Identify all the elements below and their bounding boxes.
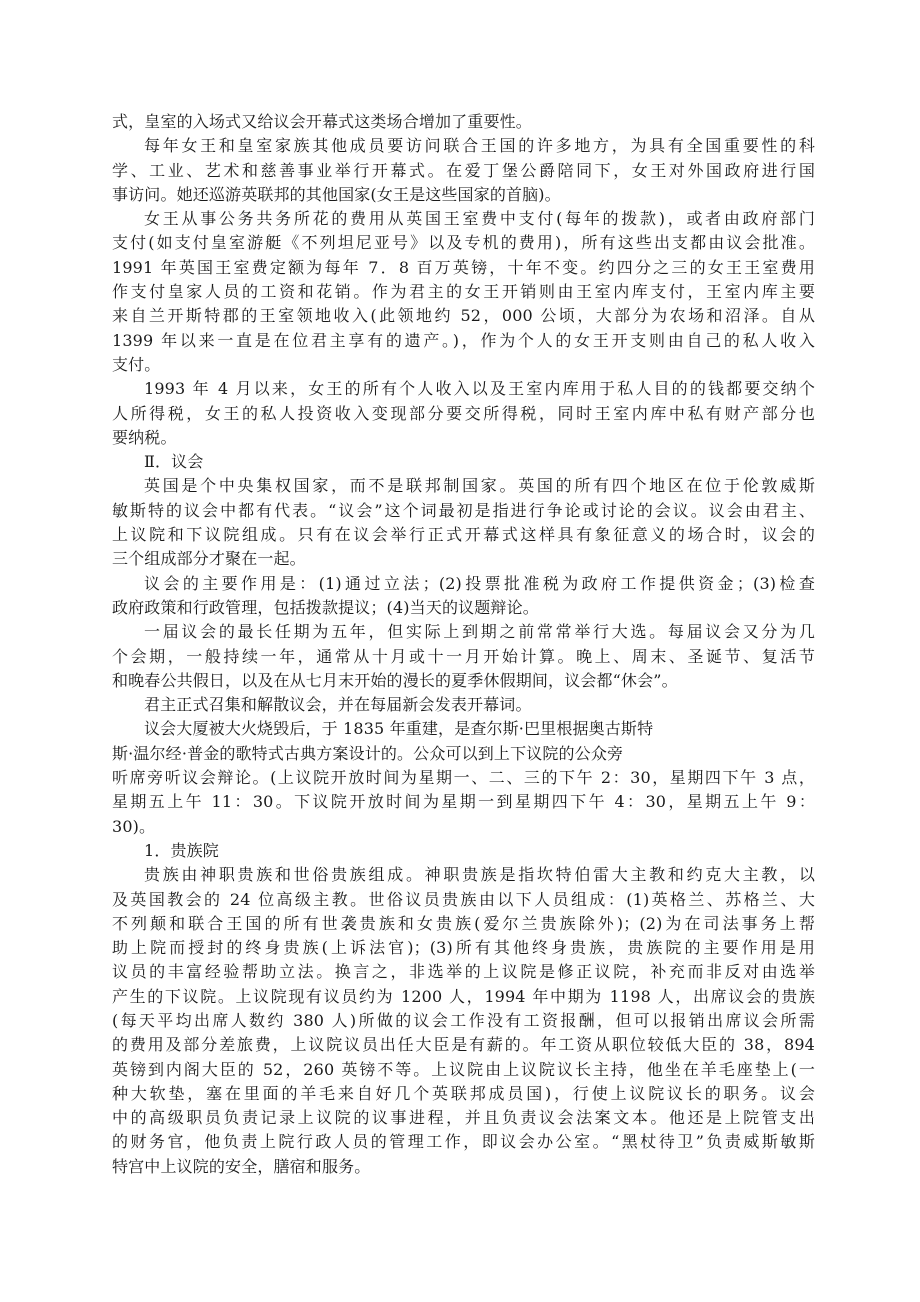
text-line: 支付。 (112, 354, 161, 374)
text-line: 议会的主要作用是：(1)通过立法；(2)投票批准税为政府工作提供资金；(3)检查 (144, 573, 815, 593)
text-line: 1991 年英国王室费定额为每年 7．8 百万英镑，十年不变。约四分之三的女王王室费用 (112, 257, 815, 277)
text-line: 听席旁听议会辩论。(上议院开放时间为星期一、二、三的下午 2：30，星期四下午 3 点， (112, 768, 815, 788)
text-line: 中的高级职员负责记录上议院的议事进程，并且负责议会法案文本。他还是上院管支出 (112, 1108, 815, 1128)
section-heading: 1．贵族院 (144, 840, 219, 860)
text-line: 特宫中上议院的安全，膳宿和服务。 (112, 1156, 371, 1176)
text-line: 和晚春公共假日，以及在从七月末开始的漫长的夏季休假期间，议会都“休会”。 (112, 670, 678, 690)
text-line: 式，皇室的入场式又给议会开幕式这类场合增加了重要性。 (112, 112, 532, 131)
text-line: 贵族由神职贵族和世俗贵族组成。神职贵族是指坎特伯雷大主教和约克大主教，以 (144, 865, 815, 885)
text-line: 一届议会的最长任期为五年，但实际上到期之前常常举行大选。每届议会又分为几 (144, 622, 815, 642)
text-line: 议会大厦被大火烧毁后，于 1835 年重建，是查尔斯·巴里根据奥古斯特 (144, 719, 654, 739)
text-line: 的费用及部分差旅费，上议院议员出任大臣是有薪的。年工资从职位较低大臣的 38，894 (112, 1035, 815, 1055)
text-line: 1399 年以来一直是在位君主享有的遗产。)，作为个人的女王开支则由自己的私人收入 (112, 330, 815, 350)
text-line: 斯·温尔经·普金的歌特式古典方案设计的。公众可以到上下议院的公众旁 (112, 743, 624, 763)
text-line: 要纳税。 (112, 427, 177, 447)
text-line: 上议院和下议院组成。只有在议会举行正式开幕式这样具有象征意义的场合时，议会的 (112, 525, 815, 545)
text-line: 三个组成部分才聚在一起。 (112, 549, 306, 569)
text-line: 支付(如支付皇室游艇《不列坦尼亚号》以及专机的费用)，所有这些出支都由议会批准。 (112, 233, 815, 253)
text-line: 每年女王和皇室家族其他成员要访问联合王国的许多地方，为具有全国重要性的科 (144, 136, 815, 156)
text-line: 及英国教会的 24 位高级主教。世俗议员贵族由以下人员组成：(1)英格兰、苏格兰、大 (112, 889, 815, 909)
text-line: 事访问。她还巡游英联邦的其他国家(女王是这些国家的首脑)。 (112, 184, 561, 204)
text-line: 英国是个中央集权国家，而不是联邦制国家。英国的所有四个地区在位于伦敦威斯 (144, 476, 815, 496)
text-line: 君主正式召集和解散议会，并在每届新会发表开幕词。 (144, 695, 532, 715)
text-line: 女王从事公务共务所花的费用从英国王室费中支付(每年的拨款)，或者由政府部门 (144, 209, 815, 229)
text-line: 议员的丰富经验帮助立法。换言之，非选举的上议院是修正议院，补充而非反对由选举 (112, 962, 815, 982)
text-line: 种大软垫，塞在里面的羊毛来自好几个英联邦成员国)，行使上议院议长的职务。议会 (112, 1083, 815, 1103)
section-heading: Ⅱ．议会 (144, 452, 204, 472)
text-line: 个会期，一般持续一年，通常从十月或十一月开始计算。晚上、周末、圣诞节、复活节 (112, 646, 815, 666)
text-line: (每天平均出席人数约 380 人)所做的议会工作没有工资报酬，但可以报销出席议会所需 (112, 1010, 815, 1030)
text-line: 人所得税，女王的私人投资收入变现部分要交所得税，同时王室内库中私有财产部分也 (112, 403, 815, 423)
text-line: 助上院而授封的终身贵族(上诉法官)；(3)所有其他终身贵族，贵族院的主要作用是用 (112, 938, 815, 958)
text-line: 来自兰开斯特郡的王室领地收入(此领地约 52，000 公顷，大部分为农场和沼泽。自从 (112, 306, 815, 326)
text-line: 政府政策和行政管理，包括拨款提议；(4)当天的议题辩论。 (112, 597, 539, 617)
text-line: 星期五上午 11：30。下议院开放时间为星期一到星期四下午 4：30，星期五上午 9： (112, 792, 815, 812)
text-line: 1993 年 4 月以来，女王的所有个人收入以及王室内库用于私人目的的钱都要交纳个 (144, 379, 815, 399)
text-line: 学、工业、艺术和慈善事业举行开幕式。在爱丁堡公爵陪同下，女王对外国政府进行国 (112, 160, 815, 180)
text-line: 产生的下议院。上议院现有议员约为 1200 人，1994 年中期为 1198 人，出席议会的贵族 (112, 986, 815, 1006)
text-line: 30)。 (112, 816, 156, 836)
text-line: 不列颠和联合王国的所有世袭贵族和女贵族(爱尔兰贵族除外)；(2)为在司法事务上帮 (112, 913, 815, 933)
text-line: 作支付皇家人员的工资和花销。作为君主的女王开销则由王室内库支付，王室内库主要 (112, 282, 815, 302)
text-line: 敏斯特的议会中都有代表。“议会”这个词最初是指进行争论或讨论的会议。议会由君主、 (112, 500, 815, 520)
document-body (112, 110, 815, 1179)
text-line: 的财务官，他负责上院行政人员的管理工作，即议会办公室。“黑杖待卫”负责威斯敏斯 (112, 1132, 815, 1152)
text-line: 英镑到内阁大臣的 52，260 英镑不等。上议院由上议院议长主持，他坐在羊毛座垫上(一 (112, 1059, 815, 1079)
